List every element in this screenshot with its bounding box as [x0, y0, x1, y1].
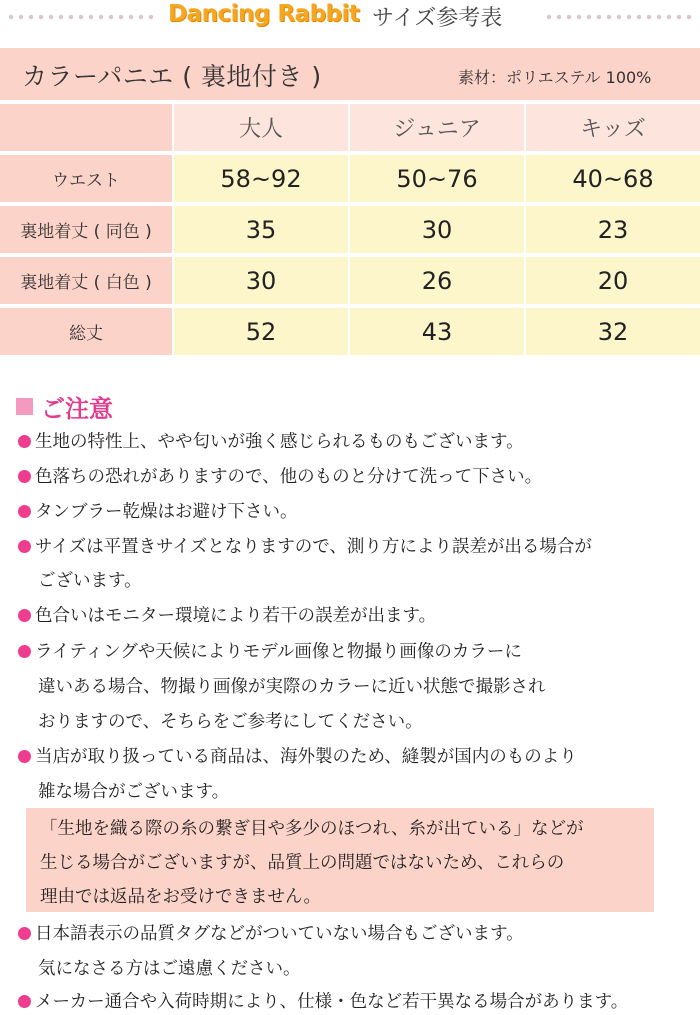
note-continuation: 気になさる方はご遠慮ください。 — [38, 959, 301, 979]
note-continuation: ございます。 — [38, 571, 142, 591]
table-cell: 40~68 — [526, 155, 700, 202]
table-cell: 35 — [174, 206, 348, 253]
callout-line: 「生地を織る際の糸の繋ぎ目や多少のほつれ、糸が出ている」などが — [40, 819, 584, 839]
note-item: 色落ちの恐れがありますので、他のものと分けて洗って下さい。 — [18, 463, 542, 488]
notes-heading-text: ご注意 — [41, 395, 113, 423]
note-item: 色合いはモニター環境により若干の誤差が出ます。 — [18, 602, 436, 627]
table-row — [0, 206, 700, 253]
table-header-row — [0, 104, 700, 151]
table-cell: 30 — [350, 206, 524, 253]
product-title: カラーパニエ ( 裏地付き ) — [22, 62, 322, 91]
bullet-icon — [18, 645, 31, 658]
table-cell: 58~92 — [174, 155, 348, 202]
bullet-icon — [18, 609, 31, 622]
bullet-icon — [18, 750, 31, 763]
product-title-bar — [0, 48, 700, 100]
note-continuation: 違いある場合、物撮り画像が実際のカラーに近い状態で撮影され — [38, 677, 546, 697]
table-row — [0, 257, 700, 304]
page-subtitle: サイズ参考表 — [372, 6, 503, 31]
note-continuation: 雑な場合がございます。 — [38, 782, 230, 802]
material-info: 素材：ポリエステル 100% — [458, 68, 652, 87]
note-item: 日本語表示の品質タグなどがついていない場合もございます。 — [18, 920, 524, 945]
dotted-divider-right — [544, 14, 694, 20]
table-row — [0, 308, 700, 355]
dotted-divider-left — [6, 14, 156, 20]
note-item: ライティングや天候によりモデル画像と物撮り画像のカラーに — [18, 638, 522, 663]
column-header-adult: 大人 — [174, 104, 348, 151]
page-header — [0, 0, 700, 34]
bullet-icon — [18, 927, 31, 940]
table-cell: 43 — [350, 308, 524, 355]
row-header: 裏地着丈 ( 同色 ) — [0, 206, 172, 253]
note-item: タンブラー乾燥はお避け下さい。 — [18, 498, 298, 523]
table-cell: 30 — [174, 257, 348, 304]
table-cell: 20 — [526, 257, 700, 304]
row-header: ウエスト — [0, 155, 172, 202]
table-cell: 50~76 — [350, 155, 524, 202]
notes-heading — [16, 389, 113, 424]
bullet-icon — [18, 470, 31, 483]
square-icon — [16, 398, 33, 415]
bullet-icon — [18, 505, 31, 518]
note-continuation: おりますので、そちらをご参考にしてください。 — [38, 712, 423, 732]
table-cell: 23 — [526, 206, 700, 253]
note-item: サイズは平置きサイズとなりますので、測り方により誤差が出る場合が — [18, 533, 592, 558]
row-header: 総丈 — [0, 308, 172, 355]
column-header-junior: ジュニア — [350, 104, 524, 151]
callout-line: 生じる場合がございますが、品質上の問題ではないため、これらの — [40, 853, 565, 873]
table-row — [0, 155, 700, 202]
bullet-icon — [18, 540, 31, 553]
note-item: 生地の特性上、やや匂いが強く感じられるものもございます。 — [18, 428, 524, 453]
table-cell: 32 — [526, 308, 700, 355]
table-cell: 26 — [350, 257, 524, 304]
note-item: 当店が取り扱っている商品は、海外製のため、縫製が国内のものより — [18, 743, 577, 768]
note-item: メーカー通合や入荷時期により、仕様・色など若干異なる場合があります。 — [18, 988, 628, 1013]
column-header-kids: キッズ — [526, 104, 700, 151]
table-cell: 52 — [174, 308, 348, 355]
bullet-icon — [18, 435, 31, 448]
callout-line: 理由では返品をお受けできません。 — [40, 887, 322, 907]
brand-logo: Dancing Rabbit — [168, 1, 360, 27]
row-header: 裏地着丈 ( 白色 ) — [0, 257, 172, 304]
table-corner-cell — [0, 104, 172, 151]
bullet-icon — [18, 995, 31, 1008]
